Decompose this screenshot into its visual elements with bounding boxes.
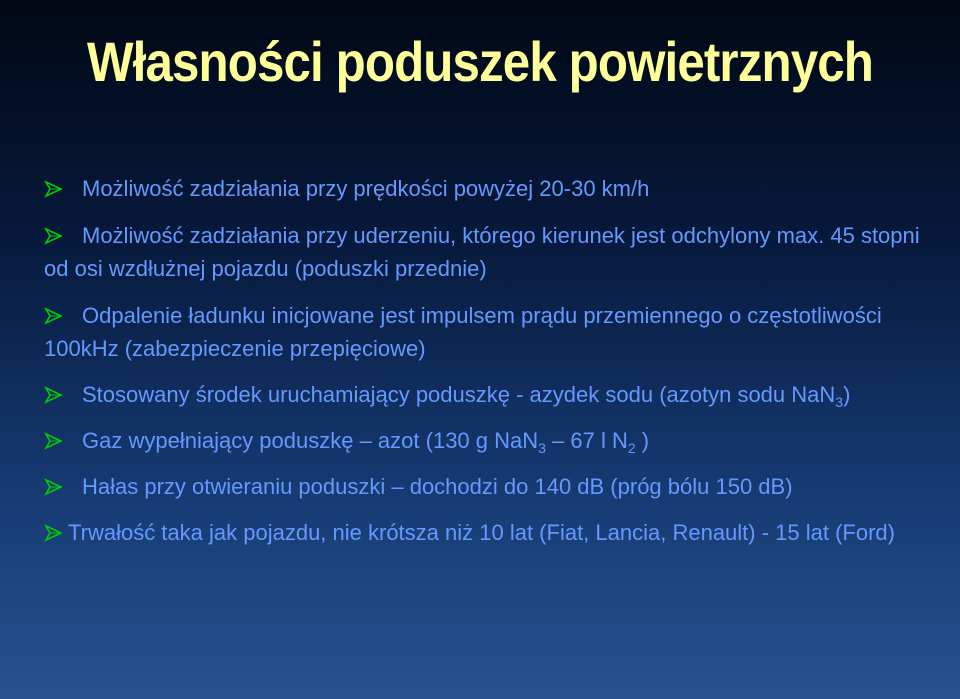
bullet-item (44, 516, 924, 549)
bullet-text: Możliwość zadziałania przy uderzeniu, którego kierunek jest odchylony max. 45 stopni od osi wzdłużnej pojazdu (poduszki przednie) (44, 223, 920, 281)
bullet-text: Trwałość taka jak pojazdu, nie krótsza niż 10 lat (Fiat, Lancia, Renault) - 15 lat (Ford) (68, 520, 895, 545)
bullet-item (44, 172, 924, 205)
bullet-list (44, 172, 924, 549)
bullet-text: Odpalenie ładunku inicjowane jest impulsem prądu przemiennego o częstotliwości 100kHz (zabezpieczenie przepięciowe) (44, 303, 882, 361)
bullet-text: Możliwość zadziałania przy prędkości powyżej 20-30 km/h (82, 176, 650, 201)
bullet-text: Hałas przy otwieraniu poduszki – dochodzi do 140 dB (próg bólu 150 dB) (82, 474, 793, 499)
arrow-bullet-icon (44, 386, 64, 404)
bullet-text: ) (635, 428, 650, 453)
arrow-bullet-icon (44, 524, 64, 542)
bullet-text: Stosowany środek uruchamiający poduszkę - azydek sodu (azotyn sodu NaN (82, 382, 836, 407)
slide-title: Własności poduszek powietrznych (86, 30, 873, 93)
bullet-item (44, 424, 924, 457)
arrow-bullet-icon (44, 227, 64, 245)
bullet-item (44, 219, 924, 285)
subscript: 3 (835, 394, 844, 410)
arrow-bullet-icon (44, 307, 64, 325)
bullet-item (44, 378, 924, 411)
bullet-item (44, 299, 924, 365)
bullet-text: Gaz wypełniający poduszkę – azot (130 g NaN (82, 428, 539, 453)
bullet-text: – 67 l N (545, 428, 628, 453)
arrow-bullet-icon (44, 478, 64, 496)
bullet-item (44, 470, 924, 503)
subscript: 2 (627, 440, 636, 456)
arrow-bullet-icon (44, 432, 64, 450)
bullet-text: ) (843, 382, 851, 407)
arrow-bullet-icon (44, 180, 64, 198)
subscript: 3 (538, 440, 546, 456)
